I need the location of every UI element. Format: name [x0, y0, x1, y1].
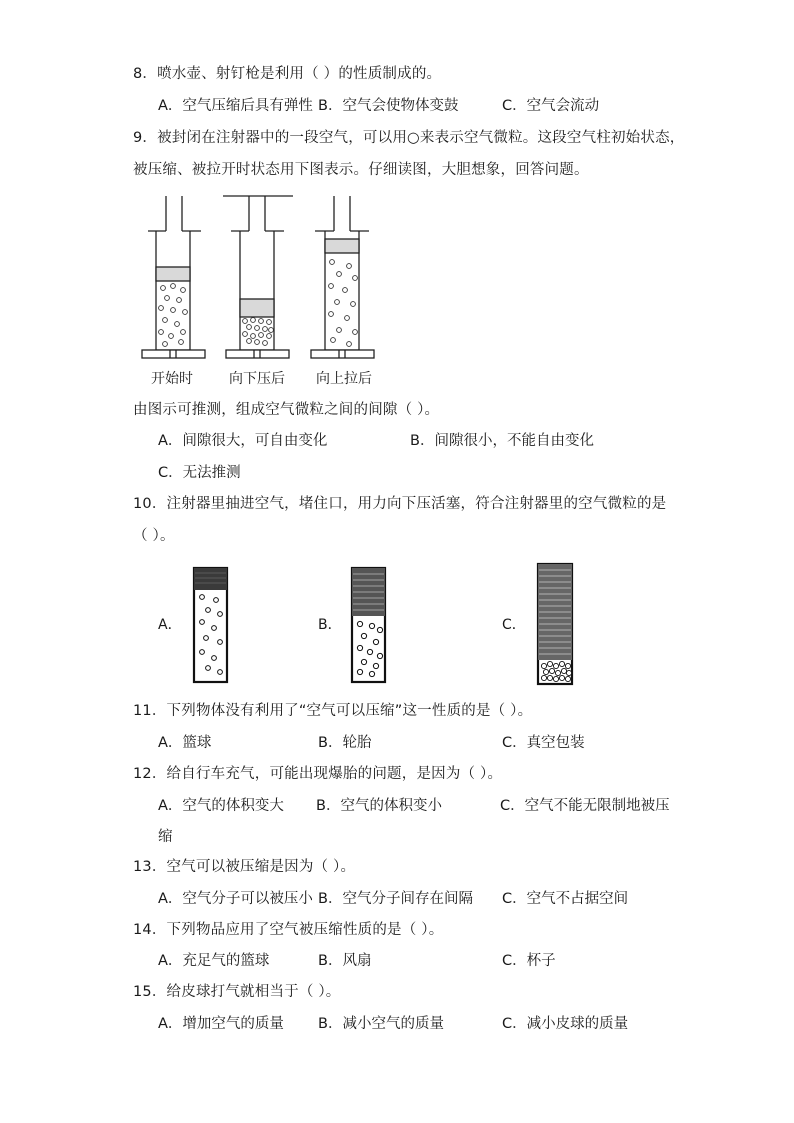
air-particle	[214, 598, 219, 603]
q8-option-a: A．空气压缩后具有弹性	[158, 98, 313, 114]
air-particle	[347, 264, 352, 269]
q10-stem-line2: （ ）。	[133, 528, 175, 544]
q10-figure-b	[350, 566, 390, 688]
air-particle	[351, 302, 356, 307]
air-particle	[200, 650, 205, 655]
q15-option-b: B．减小空气的质量	[318, 1016, 444, 1032]
q9-option-a: A．间隙很大，可自由变化	[158, 433, 328, 449]
q15-option-c: C．减小皮球的质量	[502, 1016, 629, 1032]
air-particle	[218, 612, 223, 617]
air-particle	[357, 645, 362, 650]
air-particle	[337, 328, 342, 333]
air-particle	[243, 332, 248, 337]
air-particle	[335, 300, 340, 305]
q10-label-a: A．	[158, 617, 182, 633]
air-particle	[331, 338, 336, 343]
q8-option-c: C．空气会流动	[502, 98, 600, 114]
air-particle	[243, 319, 248, 324]
q14-stem: 14．下列物品应用了空气被压缩性质的是（ ）。	[133, 922, 444, 938]
air-particle	[361, 659, 366, 664]
air-particle	[263, 341, 268, 346]
air-particle	[547, 661, 552, 666]
air-particle	[353, 330, 358, 335]
air-particle	[251, 318, 256, 323]
q12-option-a: A．空气的体积变大	[158, 798, 284, 814]
q13-option-c: C．空气不占据空间	[502, 891, 629, 907]
q12-option-c: C．空气不能无限制地被压	[500, 798, 670, 814]
air-particle	[200, 595, 205, 600]
q13-stem: 13．空气可以被压缩是因为（ ）。	[133, 859, 356, 875]
q10-figure-c	[536, 562, 576, 688]
caption-pulled-up: 向上拉后	[316, 371, 372, 387]
air-particle	[251, 334, 256, 339]
air-particle	[212, 656, 217, 661]
air-particle	[377, 653, 382, 658]
air-particle	[541, 663, 546, 668]
air-particle	[566, 670, 571, 675]
q12-option-b: B．空气的体积变小	[316, 798, 442, 814]
air-particle	[559, 675, 564, 680]
q9-option-b: B．间隙很小，不能自由变化	[410, 433, 594, 449]
q14-option-b: B．风扇	[318, 953, 372, 969]
air-particle	[330, 260, 335, 265]
air-particle	[171, 308, 176, 313]
air-particle	[347, 342, 352, 347]
q11-option-a: A．篮球	[158, 735, 212, 751]
syringe-compressed	[223, 196, 293, 358]
air-particle	[163, 318, 168, 323]
caption-pushed-down: 向下压后	[229, 371, 285, 387]
air-particle	[163, 342, 168, 347]
air-particle	[547, 675, 552, 680]
air-particle	[247, 339, 252, 344]
q15-stem: 15．给皮球打气就相当于（ ）。	[133, 984, 341, 1000]
q14-option-c: C．杯子	[502, 953, 556, 969]
air-particle	[345, 316, 350, 321]
air-particle	[357, 621, 362, 626]
air-particle	[218, 640, 223, 645]
air-particle	[337, 272, 342, 277]
q9-stem-line1: 9．被封闭在注射器中的一段空气，可以用○来表示空气微粒。这段空气柱初始状态，	[133, 130, 685, 146]
air-particle	[212, 626, 217, 631]
air-particle	[559, 661, 564, 666]
air-particle	[206, 608, 211, 613]
air-particle	[373, 639, 378, 644]
air-particle	[541, 675, 546, 680]
air-particle	[161, 286, 166, 291]
q8-stem: 8．喷水壶、射钉枪是利用（ ）的性质制成的。	[133, 66, 442, 82]
q11-option-b: B．轮胎	[318, 735, 372, 751]
air-particle	[343, 288, 348, 293]
q11-option-c: C．真空包装	[502, 735, 585, 751]
air-particle	[377, 627, 382, 632]
q12-stem: 12．给自行车充气，可能出现爆胎的问题，是因为（ ）。	[133, 766, 503, 782]
air-particle	[165, 296, 170, 301]
air-particle	[357, 669, 362, 674]
air-particle	[565, 676, 570, 681]
q9-question: 由图示可推测，组成空气微粒之间的间隙（ ）。	[133, 402, 440, 418]
air-particle	[361, 633, 366, 638]
air-particle	[553, 663, 558, 668]
air-particle	[565, 663, 570, 668]
q15-option-a: A．增加空气的质量	[158, 1016, 284, 1032]
q11-stem: 11．下列物体没有利用了“空气可以压缩”这一性质的是（ ）。	[133, 703, 533, 719]
air-particle	[367, 649, 372, 654]
air-particle	[206, 666, 211, 671]
q8-option-b: B．空气会使物体变鼓	[318, 98, 459, 114]
air-particle	[555, 670, 560, 675]
syringe-initial	[142, 196, 205, 358]
air-particle	[179, 340, 184, 345]
q10-label-b: B．	[318, 617, 342, 633]
air-particle	[543, 669, 548, 674]
air-particle	[159, 306, 164, 311]
air-particle	[561, 668, 566, 673]
air-particle	[175, 322, 180, 327]
air-particle	[171, 284, 176, 289]
air-particle	[177, 298, 182, 303]
air-particle	[553, 676, 558, 681]
syringe-diagram	[135, 190, 405, 370]
air-particle	[218, 670, 223, 675]
q9-stem-line2: 被压缩、被拉开时状态用下图表示。仔细读图，大胆想象，回答问题。	[133, 162, 589, 178]
air-particle	[369, 623, 374, 628]
air-particle	[169, 334, 174, 339]
q10-label-c: C．	[502, 617, 526, 633]
air-particle	[373, 663, 378, 668]
air-particle	[183, 310, 188, 315]
air-particle	[269, 328, 274, 333]
syringe-expanded	[311, 196, 374, 358]
air-particle	[259, 333, 264, 338]
air-particle	[329, 312, 334, 317]
air-particle	[204, 636, 209, 641]
air-particle	[181, 330, 186, 335]
q9-option-c: C．无法推测	[158, 465, 241, 481]
air-particle	[255, 340, 260, 345]
q10-stem-line1: 10．注射器里抽进空气，堵住口，用力向下压活塞，符合注射器里的空气微粒的是	[133, 496, 667, 512]
q13-option-b: B．空气分子间存在间隔	[318, 891, 473, 907]
caption-initial: 开始时	[151, 371, 193, 387]
air-particle	[267, 334, 272, 339]
air-particle	[329, 284, 334, 289]
air-particle	[549, 668, 554, 673]
air-particle	[255, 326, 260, 331]
air-particle	[247, 325, 252, 330]
air-particle	[369, 671, 374, 676]
q12-option-c-wrap: 缩	[158, 829, 173, 845]
air-particle	[267, 320, 272, 325]
air-particle	[353, 276, 358, 281]
q13-option-a: A．空气分子可以被压小	[158, 891, 313, 907]
air-particle	[181, 288, 186, 293]
air-particle	[200, 620, 205, 625]
air-particle	[259, 319, 264, 324]
air-particle	[159, 330, 164, 335]
q10-figure-a	[192, 566, 232, 688]
q14-option-a: A．充足气的篮球	[158, 953, 270, 969]
air-particle	[263, 327, 268, 332]
